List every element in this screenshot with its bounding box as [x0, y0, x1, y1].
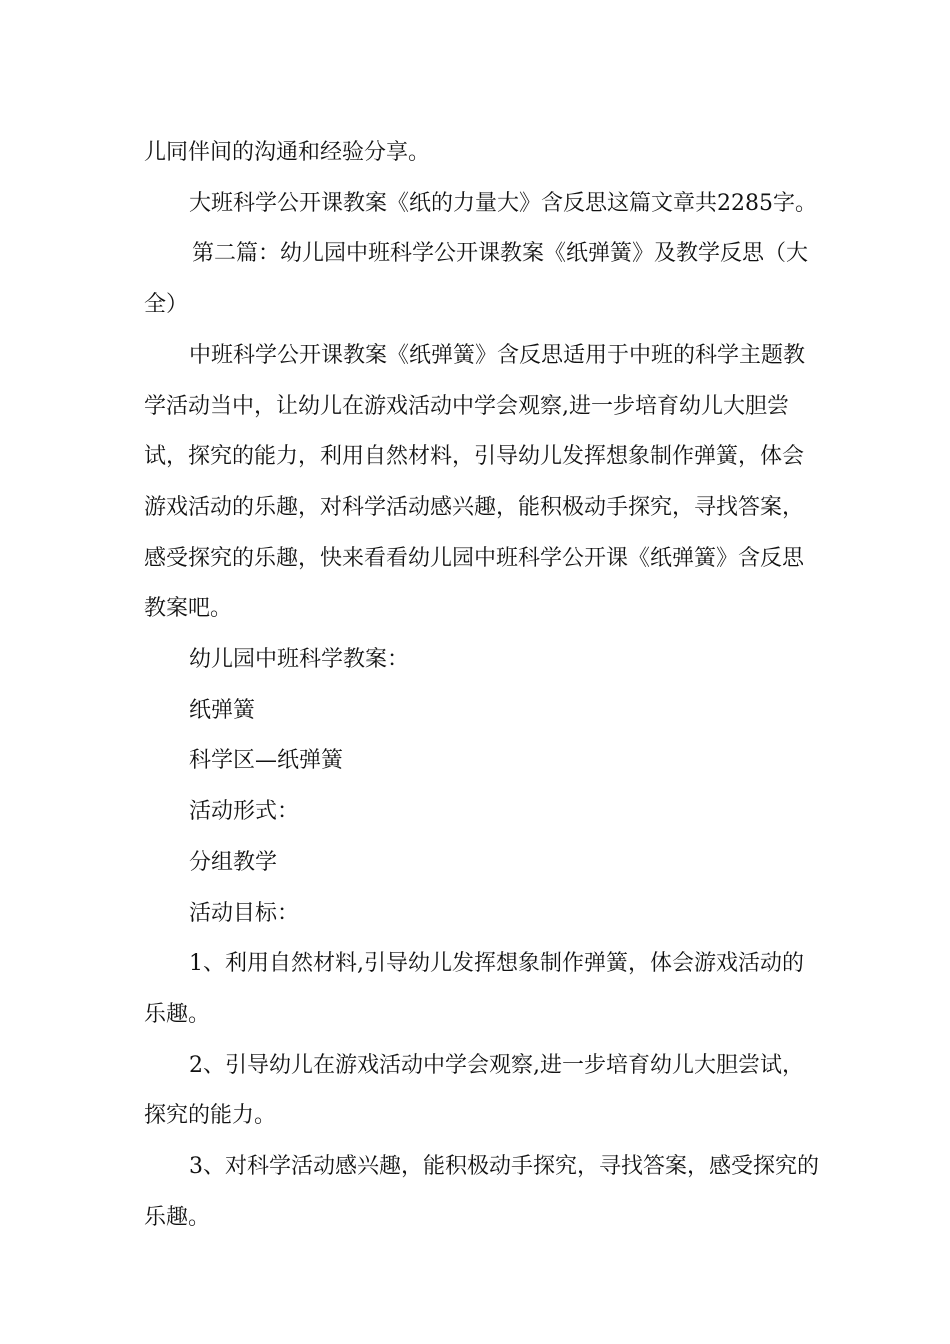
paragraph-plan-title: 纸弹簧 — [189, 697, 256, 723]
paragraph-word-count: 大班科学公开课教案《纸的力量大》含反思这篇文章共2285字。 — [189, 190, 817, 216]
paragraph-goal-2: 2、引导幼儿在游戏活动中学会观察,进一步培育幼儿大胆尝试，探究的能力。 — [144, 1052, 804, 1129]
paragraph-plan-label: 幼儿园中班科学教案： — [189, 647, 410, 673]
paragraph-goal-1: 1、利用自然材料,引导幼儿发挥想象制作弹簧，体会游戏活动的乐趣。 — [144, 951, 804, 1027]
paragraph-activity-form-label: 活动形式： — [189, 799, 300, 825]
paragraph-continuation: 儿同伴间的沟通和经验分享。 — [144, 140, 431, 165]
section-heading: 第二篇：幼儿园中班科学公开课教案《纸弹簧》及教学反思（大全） — [144, 241, 809, 318]
document-body — [144, 128, 824, 1243]
paragraph-goals-label: 活动目标： — [189, 900, 300, 926]
paragraph-goal-3: 3、对科学活动感兴趣，能积极动手探究，寻找答案，感受探究的乐趣。 — [144, 1154, 819, 1230]
paragraph-intro: 中班科学公开课教案《纸弹簧》含反思适用于中班的科学主题教学活动当中，让幼儿在游戏活动中学会观察,进一步培育幼儿大胆尝试，探究的能力，利用自然材料，引导幼儿发挥想象制作弹簧，体会游戏活动的乐趣，对科学活动感兴趣，能积极动手探究，寻找答案，感受探究的乐趣，快来看看幼儿园中班科学公开课《纸弹簧》含反思教案吧。 — [144, 342, 806, 622]
paragraph-activity-form: 分组教学 — [189, 849, 278, 875]
paragraph-science-area: 科学区—纸弹簧 — [189, 748, 344, 774]
